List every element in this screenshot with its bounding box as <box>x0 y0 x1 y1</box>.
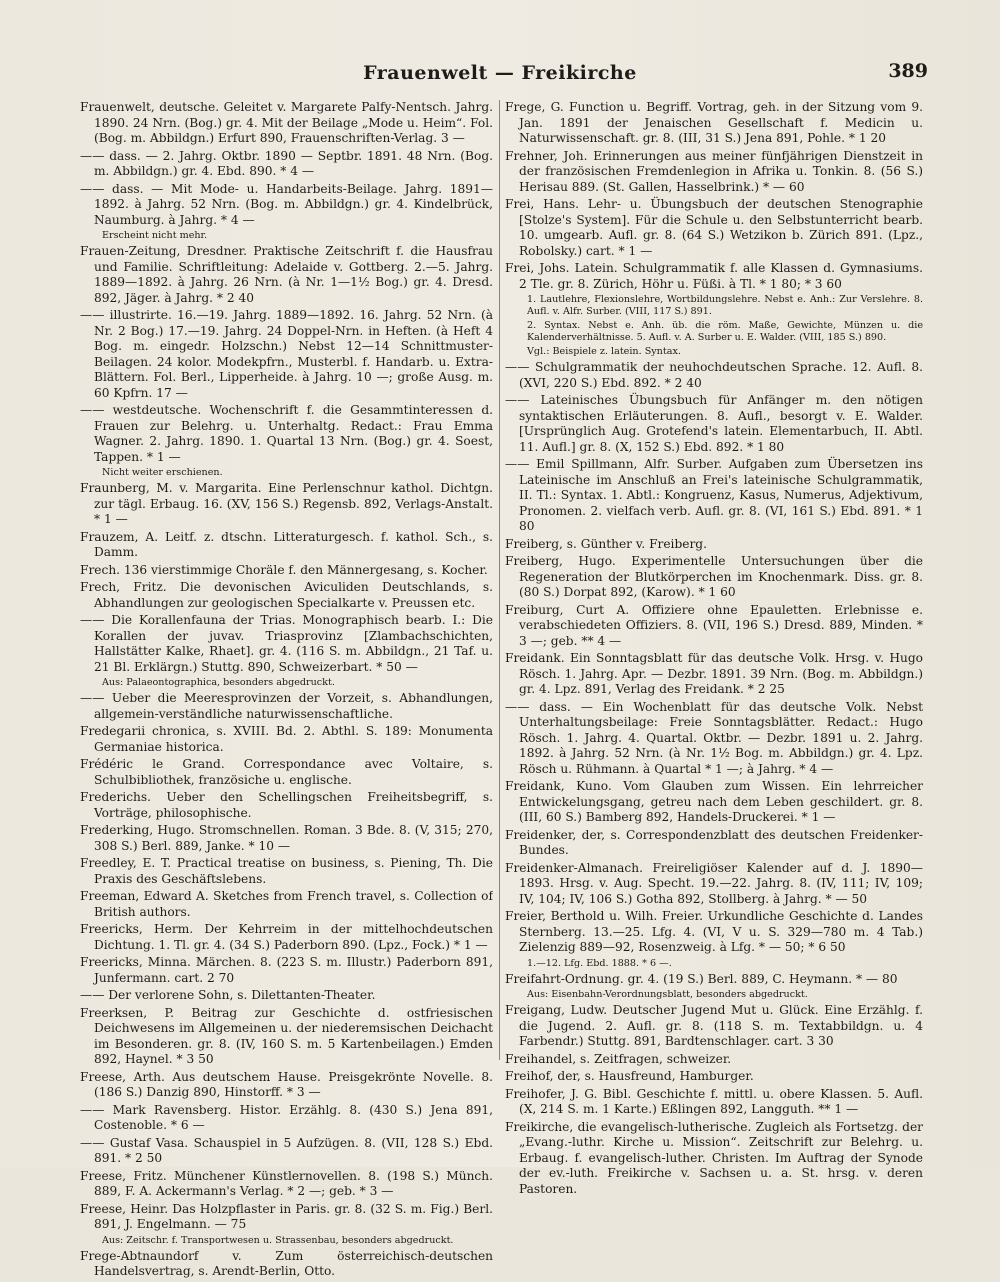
bibliography-entry: —— Mark Ravensberg. Histor. Erzählg. 8. (430 S.) Jena 891, Costenoble. * 6 — <box>80 1102 493 1132</box>
bibliography-entry: Freericks, Minna. Märchen. 8. (223 S. m. Illustr.) Paderborn 891, Junfermann. cart. 2 70 <box>80 955 493 985</box>
bibliography-entry: Frederking, Hugo. Stromschnellen. Roman. 3 Bde. 8. (V, 315; 270, 308 S.) Berl. 889, Janke. * 10 — <box>80 823 493 853</box>
entry-note: 1. Lautlehre, Flexionslehre, Wortbildungslehre. Nebst e. Anh.: Zur Verslehre. 8. Aufl. v. Alfr. Surber. (VIII, 117 S.) 891. <box>527 294 923 317</box>
bibliography-entry: Frech, Fritz. Die devonischen Aviculiden Deutschlands, s. Abhandlungen zur geologischen Specialkarte v. Preussen etc. <box>80 580 493 610</box>
bibliography-entry: Freeman, Edward A. Sketches from French travel, s. Collection of British authors. <box>80 889 493 919</box>
entry-note: 1.—12. Lfg. Ebd. 1888. * 6 —. <box>527 957 672 969</box>
bibliography-entry: Frauzem, A. Leitf. z. dtschn. Litteraturgesch. f. kathol. Sch., s. Damm. <box>80 529 493 559</box>
bibliography-entry: —— westdeutsche. Wochenschrift f. die Gesammtinteressen d. Frauen zur Belehrg. u. Unterhaltg. Redact.: Frau Emma Wagner. 2. Jahrg. 1890. 1. Quartal 13 Nrn. (Bog.) gr. 4. Soest, Tappen. * 1 — <box>80 403 493 464</box>
bibliography-entry: —— Lateinisches Übungsbuch für Anfänger m. den nötigen syntaktischen Erläuterungen. 8. Aufl., besorgt v. E. Walder. [Ursprünglich Aug. Grotefend's latein. Elementarbuch, II. Abtl. 11. Aufl.] gr. 8. (X, 152 S.) Ebd. 892. * 1 80 <box>505 393 923 454</box>
bibliography-entry: Freiberg, Hugo. Experimentelle Untersuchungen über die Regeneration der Blutkörperchen im Knochenmark. Diss. gr. 8. (80 S.) Dorpat 892, (Karow). * 1 60 <box>505 554 923 599</box>
page-header <box>0 58 1000 92</box>
entry-note: Nicht weiter erschienen. <box>102 467 223 478</box>
bibliography-entry: —— Die Korallenfauna der Trias. Monographisch bearb. I.: Die Korallen der juvav. Triasprovinz [Zlambachschichten, Hallstätter Kalke, Rhaet]. gr. 4. (116 S. m. Abbildgn., 21 Taf. u. 21 Bl. Erklärgn.) Stuttg. 890, Schweizerbart. * 50 — <box>80 613 493 674</box>
left-column <box>80 100 493 1282</box>
entry-note: 2. Syntax. Nebst e. Anh. üb. die röm. Maße, Gewichte, Münzen u. die Kalenderverhältnisse. 5. Aufl. v. A. Surber u. E. Walder. (VIII, 185 S.) 890. <box>527 320 923 343</box>
bibliography-entry: —— dass. — Mit Mode- u. Handarbeits-Beilage. Jahrg. 1891—1892. à Jahrg. 52 Nrn. (Bog. m. Abbildgn.) gr. 4. Kindelbrück, Naumburg. à Jahrg. * 4 — <box>80 181 493 227</box>
bibliography-entry: Frehner, Joh. Erinnerungen aus meiner fünfjährigen Dienstzeit in der französischen Fremdenlegion in Afrika u. Tonkin. 8. (56 S.) Herisau 889. (St. Gallen, Hasselbrink.) * — 60 <box>505 148 923 194</box>
bibliography-entry: —— Ueber die Meeresprovinzen der Vorzeit, s. Abhandlungen, allgemein-verständliche naturwissenschaftliche. <box>80 691 493 721</box>
right-column <box>505 100 923 1199</box>
entry-note: Vgl.: Beispiele z. latein. Syntax. <box>527 346 681 357</box>
bibliography-entry: Frech. 136 vierstimmige Choräle f. den Männergesang, s. Kocher. <box>80 562 488 577</box>
bibliography-entry: Freiburg, Curt A. Offiziere ohne Epauletten. Erlebnisse e. verabschiedeten Offiziers. 8. (VII, 196 S.) Dresd. 889, Minden. * 3 —; geb. ** 4 — <box>505 602 923 648</box>
bibliography-entry: Freidank, Kuno. Vom Glauben zum Wissen. Ein lehrreicher Entwickelungsgang, getreu nach dem Leben geschildert. gr. 8. (III, 60 S.) Bamberg 892, Handels-Druckerei. * 1 — <box>505 779 923 824</box>
bibliography-entry: —— Gustaf Vasa. Schauspiel in 5 Aufzügen. 8. (VII, 128 S.) Ebd. 891. * 2 50 <box>80 1135 493 1165</box>
bibliography-entry: —— Emil Spillmann, Alfr. Surber. Aufgaben zum Übersetzen ins Lateinische im Anschluß an Frei's lateinische Schulgrammatik, II. Tl.: Syntax. 1. Abtl.: Kongruenz, Kasus, Numerus, Adjektivum, Pronomen. 2. vielfach verb. Aufl. gr. 8. (VI, 161 S.) Ebd. 891. * 1 80 <box>505 457 923 533</box>
bibliography-entry: Frédéric le Grand. Correspondance avec Voltaire, s. Schulbibliothek, französiche u. englische. <box>80 757 493 787</box>
bibliography-entry: Freihofer, J. G. Bibl. Geschichte f. mittl. u. obere Klassen. 5. Aufl. (X, 214 S. m. 1 Karte.) Eßlingen 892, Langguth. ** 1 — <box>505 1086 923 1116</box>
bibliography-entry: —— Der verlorene Sohn, s. Dilettanten-Theater. <box>80 988 376 1002</box>
bibliography-entry: Freedley, E. T. Practical treatise on business, s. Piening, Th. Die Praxis des Geschäftslebens. <box>80 856 493 886</box>
bibliography-entry: Freigang, Ludw. Deutscher Jugend Mut u. Glück. Eine Erzählg. f. die Jugend. 2. Aufl. gr. 8. (118 S. m. Textabbildgn. u. 4 Farbendr.) Stuttg. 891, Bardtenschlager. cart. 3 30 <box>505 1003 923 1048</box>
bibliography-entry: Freese, Heinr. Das Holzpflaster in Paris. gr. 8. (32 S. m. Fig.) Berl. 891, J. Engelmann. — 75 <box>80 1201 493 1231</box>
running-title: Frauenwelt — Freikirche <box>363 62 637 84</box>
page-number: 389 <box>888 60 928 82</box>
bibliography-entry: Frege-Abtnaundorf v. Zum österreichisch-deutschen Handelsvertrag, s. Arendt-Berlin, Otto. <box>80 1248 493 1278</box>
bibliography-entry: Freese, Arth. Aus deutschem Hause. Preisgekrönte Novelle. 8. (186 S.) Danzig 890, Hinstorff. * 3 — <box>80 1069 493 1099</box>
entry-note: Aus: Palaeontographica, besonders abgedruckt. <box>102 677 335 688</box>
bibliography-entry: Freihof, der, s. Hausfreund, Hamburger. <box>505 1069 754 1083</box>
bibliography-entry: —— dass. — Ein Wochenblatt für das deutsche Volk. Nebst Unterhaltungsbeilage: Freie Sonntagsblätter. Redact.: Hugo Rösch. 1. Jahrg. 4. Quartal. Oktbr. — Dezbr. 1891 u. 2. Jahrg. 1892. à Jahrg. 52 Nrn. (à Nr. 1½ Bog. m. Abbildgn.) gr. 4. Lpz. Rösch u. Rühmann. à Quartal * 1 —; à Jahrg. * 4 — <box>505 699 923 776</box>
bibliography-entry: Frege, G. Function u. Begriff. Vortrag, geh. in der Sitzung vom 9. Jan. 1891 der Jenaischen Gesellschaft f. Medicin u. Naturwissenschaft. gr. 8. (III, 31 S.) Jena 891, Pohle. * 1 20 <box>505 100 923 145</box>
bibliography-entry: —— illustrirte. 16.—19. Jahrg. 1889—1892. 16. Jahrg. 52 Nrn. (à Nr. 2 Bog.) 17.—19. Jahrg. 24 Doppel-Nrn. in Heften. (à Heft 4 Bog. m. eingedr. Holzschn.) Nebst 12—14 Schnittmuster-Beilagen. 24 kolor. Modekpfrn., Musterbl. f. Handarb. u. Extra-Blättern. Fol. Berl., Lipperheide. à Jahrg. 10 —; große Ausg. m. 60 Kpfrn. 17 — <box>80 308 493 400</box>
bibliography-entry: Freikirche, die evangelisch-lutherische. Zugleich als Fortsetzg. der „Evang.-luthr. Kirche u. Mission“. Zeitschrift zur Belehrg. u. Erbaug. f. evangelisch-luther. Christen. Im Auftrag der Synode der ev.-luth. Freikirche v. Sachsen u. a. St. hrsg. v. deren Pastoren. <box>505 1119 923 1196</box>
bibliography-entry: Fraunberg, M. v. Margarita. Eine Perlenschnur kathol. Dichtgn. zur tägl. Erbaug. 16. (XV, 156 S.) Regensb. 892, Verlags-Anstalt. * 1 — <box>80 481 493 526</box>
bibliography-entry: Freiberg, s. Günther v. Freiberg. <box>505 536 707 551</box>
bibliography-entry: Freerksen, P. Beitrag zur Geschichte d. ostfriesischen Deichwesens im Allgemeinen u. der niederemsischen Deichacht im Besonderen. gr. 8. (IV, 160 S. m. 5 Kartenbeilagen.) Emden 892, Haynel. * 3 50 <box>80 1005 493 1066</box>
bibliography-entry: Freifahrt-Ordnung. gr. 4. (19 S.) Berl. 889, C. Heymann. * — 80 <box>505 971 898 986</box>
bibliography-entry: Freidank. Ein Sonntagsblatt für das deutsche Volk. Hrsg. v. Hugo Rösch. 1. Jahrg. Apr. — Dezbr. 1891. 39 Nrn. (Bog. m. Abbildgn.) gr. 4. Lpz. 891, Verlag des Freidank. * 2 25 <box>505 651 923 696</box>
bibliography-entry: Frauen-Zeitung, Dresdner. Praktische Zeitschrift f. die Hausfrau und Familie. Schriftleitung: Adelaide v. Gottberg. 2.—5. Jahrg. 1889—1892. à Jahrg. 26 Nrn. (à Nr. 1—1½ Bog.) gr. 4. Dresd. 892, Jäger. à Jahrg. * 2 40 <box>80 244 493 305</box>
bibliography-entry: Freese, Fritz. Münchener Künstlernovellen. 8. (198 S.) Münch. 889, F. A. Ackermann's Verlag. * 2 —; geb. * 3 — <box>80 1168 493 1198</box>
bibliography-entry: Fredegarii chronica, s. XVIII. Bd. 2. Abthl. S. 189: Monumenta Germaniae historica. <box>80 724 493 754</box>
bibliography-entry: Freericks, Herm. Der Kehrreim in der mittelhochdeutschen Dichtung. 1. Tl. gr. 4. (34 S.) Paderborn 890. (Lpz., Fock.) * 1 — <box>80 922 493 952</box>
bibliography-entry: Freihandel, s. Zeitfragen, schweizer. <box>505 1051 732 1066</box>
entry-note: Erscheint nicht mehr. <box>102 230 208 241</box>
bibliography-entry: Frei, Hans. Lehr- u. Übungsbuch der deutschen Stenographie [Stolze's System]. Für die Schule u. den Selbstunterricht bearb. 10. umgearb. Aufl. gr. 8. (64 S.) Wetzikon b. Zürich 891. (Lpz., Robolsky.) cart. * 1 — <box>505 197 923 258</box>
bibliography-entry: Freidenker-Almanach. Freireligiöser Kalender auf d. J. 1890—1893. Hrsg. v. Aug. Specht. 19.—22. Jahrg. 8. (IV, 111; IV, 109; IV, 104; IV, 106 S.) Gotha 892, Stollberg. à Jahrg. * — 50 <box>505 860 923 906</box>
bibliography-entry: —— dass. — 2. Jahrg. Oktbr. 1890 — Septbr. 1891. 48 Nrn. (Bog. m. Abbildgn.) gr. 4. Ebd. 890. * 4 — <box>80 148 493 178</box>
bibliography-entry: —— Schulgrammatik der neuhochdeutschen Sprache. 12. Aufl. 8. (XVI, 220 S.) Ebd. 892. * 2 40 <box>505 360 923 390</box>
bibliography-entry: Frauenwelt, deutsche. Geleitet v. Margarete Palfy-Nentsch. Jahrg. 1890. 24 Nrn. (Bog.) gr. 4. Mit der Beilage „Mode u. Heim“. Fol. (Bog. m. Abbildgn.) Erfurt 890, Frauenschriften-Verlag. 3 — <box>80 100 493 145</box>
entry-note: Aus: Eisenbahn-Verordnungsblatt, besonders abgedruckt. <box>527 989 808 1000</box>
bibliography-entry: Freier, Berthold u. Wilh. Freier. Urkundliche Geschichte d. Landes Sternberg. 13.—25. Lfg. 4. (VI, V u. S. 329—780 m. 4 Tab.) Zielenzig 889—92, Rosenzweig. à Lfg. * — 50; * 6 50 <box>505 909 923 954</box>
bibliography-entry: Freidenker, der, s. Correspondenzblatt des deutschen Freidenker-Bundes. <box>505 827 923 857</box>
bibliography-entry: Frei, Johs. Latein. Schulgrammatik f. alle Klassen d. Gymnasiums. 2 Tle. gr. 8. Zürich, Höhr u. Füßi. à Tl. * 1 80; * 3 60 <box>505 261 923 291</box>
column-divider <box>499 100 500 1060</box>
entry-note: Aus: Zeitschr. f. Transportwesen u. Strassenbau, besonders abgedruckt. <box>102 1234 454 1246</box>
bibliography-entry: Frederichs. Ueber den Schellingschen Freiheitsbegriff, s. Vorträge, philosophische. <box>80 790 493 820</box>
